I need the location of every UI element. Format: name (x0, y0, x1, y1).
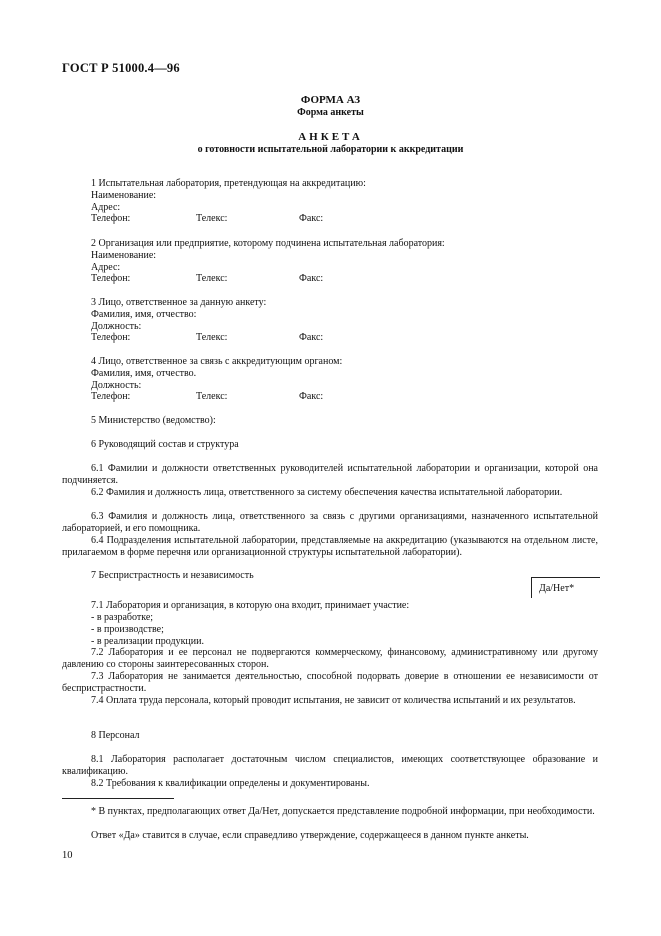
form-subtitle: Форма анкеты (297, 107, 364, 118)
label-fax: Факс: (299, 332, 324, 343)
item-6-2: 6.2 Фамилия и должность лица, ответственного за систему обеспечения качества испытательной лаборатории. (91, 487, 563, 498)
label-name: Наименование: (91, 190, 157, 201)
footnote-divider (62, 798, 174, 799)
item-7-1-development: - в разработке; (91, 612, 154, 623)
section-3-heading: 3 Лицо, ответственное за данную анкету: (91, 297, 267, 308)
item-7-1: 7.1 Лаборатория и организация, в которую она входит, принимает участие: (91, 600, 410, 611)
section-7-heading: 7 Беспристрастность и независимость (91, 570, 254, 581)
label-phone: Телефон: (91, 332, 131, 343)
label-fio: Фамилия, имя, отчество: (91, 309, 197, 320)
item-7-1-production: - в производстве; (91, 624, 164, 635)
label-address: Адрес: (91, 202, 121, 213)
form-title: ФОРМА АЗ (300, 94, 361, 106)
section-4-heading: 4 Лицо, ответственное за связь с аккредитующим органом: (91, 356, 343, 367)
label-telex: Телекс: (196, 213, 228, 224)
item-6-1: 6.1 Фамилии и должности ответственных руководителей испытательной лаборатории и организации, которой она подчиняется. (62, 463, 598, 486)
label-fio: Фамилия, имя, отчество. (91, 368, 197, 379)
label-phone: Телефон: (91, 273, 131, 284)
label-phone: Телефон: (91, 213, 131, 224)
label-fax: Факс: (299, 391, 324, 402)
label-name: Наименование: (91, 250, 157, 261)
label-phone: Телефон: (91, 391, 131, 402)
label-fax: Факс: (299, 273, 324, 284)
anketa-title: АНКЕТА (298, 131, 363, 143)
section-6-heading: 6 Руководящий состав и структура (91, 439, 239, 450)
label-telex: Телекс: (196, 273, 228, 284)
item-7-1-sales: - в реализации продукции. (91, 636, 204, 647)
item-7-4: 7.4 Оплата труда персонала, который проводит испытания, не зависит от количества испытаний и их результатов. (91, 695, 576, 706)
section-1-heading: 1 Испытательная лаборатория, претендующая на аккредитацию: (91, 178, 366, 189)
document-code: ГОСТ Р 51000.4—96 (62, 61, 180, 75)
item-8-2: 8.2 Требования к квалификации определены и документированы. (91, 778, 370, 789)
label-position: Должность: (91, 380, 142, 391)
item-8-1: 8.1 Лаборатория располагает достаточным числом специалистов, имеющих соответствующее образование и квалификацию. (62, 754, 598, 777)
label-fax: Факс: (299, 213, 324, 224)
anketa-subtitle: о готовности испытательной лаборатории к аккредитации (197, 144, 464, 155)
label-telex: Телекс: (196, 391, 228, 402)
section-8-heading: 8 Персонал (91, 730, 140, 741)
footnote-2: Ответ «Да» ставится в случае, если справедливо утверждение, содержащееся в данном пункте анкеты. (91, 830, 529, 841)
item-6-4: 6.4 Подразделения испытательной лаборатории, представляемые на аккредитацию (указываются на отдельном листе, прилагаемом в форме перечня или организационной структуры испытательной лаборатории). (62, 535, 598, 558)
page-number: 10 (62, 850, 73, 861)
item-7-2: 7.2 Лаборатория и ее персонал не подвергаются коммерческому, финансовому, административному или другому давлению со стороны заинтересованных сторон. (62, 647, 598, 670)
footnote-1: * В пунктах, предполагающих ответ Да/Нет, допускается представление подробной информации, при необходимости. (91, 806, 595, 817)
label-telex: Телекс: (196, 332, 228, 343)
section-5-heading: 5 Министерство (ведомство): (91, 415, 216, 426)
label-address: Адрес: (91, 262, 121, 273)
section-2-heading: 2 Организация или предприятие, которому подчинена испытательная лаборатория: (91, 238, 445, 249)
yes-no-column-label: Да/Нет* (539, 583, 575, 594)
item-6-3: 6.3 Фамилия и должность лица, ответственного за связь с другими организациями, назначенного испытательной лабораторией, и его помощника. (62, 511, 598, 534)
label-position: Должность: (91, 321, 142, 332)
item-7-3: 7.3 Лаборатория не занимается деятельностью, способной подорвать доверие в отношении ее независимости от беспристрастности. (62, 671, 598, 694)
